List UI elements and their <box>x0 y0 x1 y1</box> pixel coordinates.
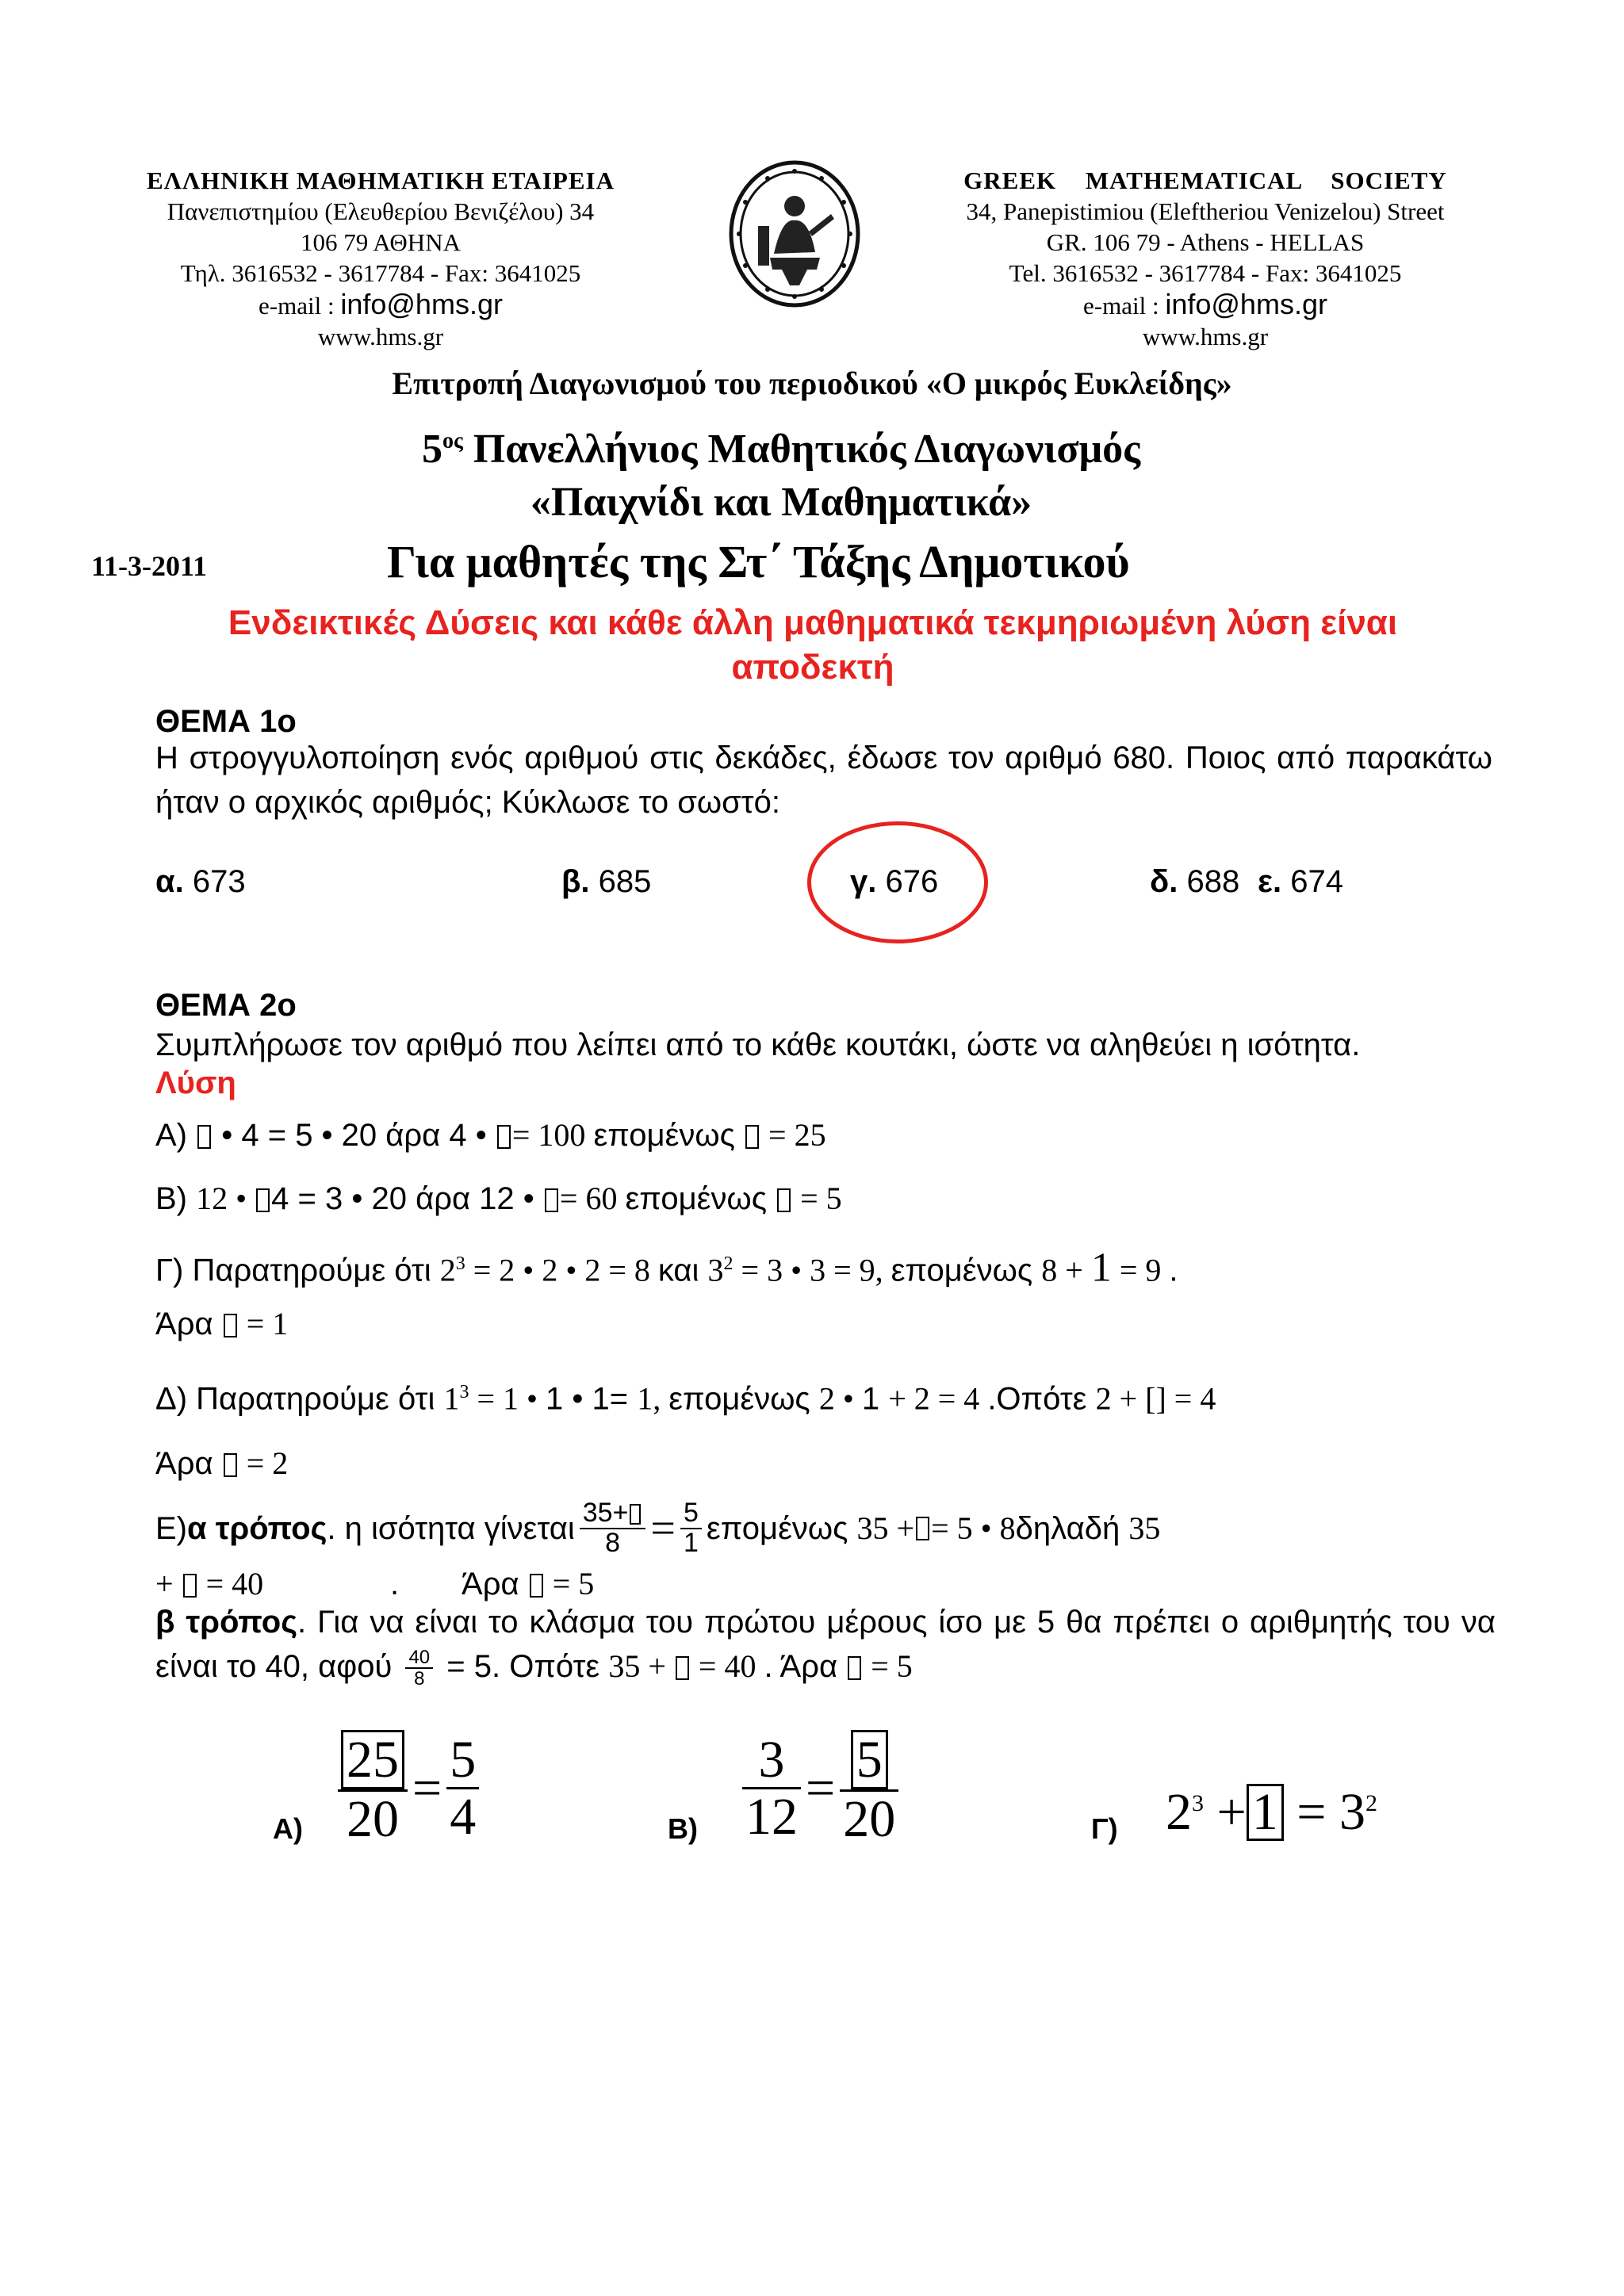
q2-title: ΘΕΜΑ 2ο <box>155 988 297 1023</box>
city-en: GR. 106 79 - Athens - HELLAS <box>1046 228 1365 256</box>
society-seal-icon <box>726 159 863 309</box>
email-link-gr[interactable]: info@hms.gr <box>340 288 503 320</box>
answer-g-label: Γ) <box>1091 1812 1118 1845</box>
address-gr: Πανεπιστημίου (Ελευθερίου Βενιζέλου) 34 <box>167 197 595 225</box>
q1-option-d[interactable]: δ. 688 <box>1150 864 1240 899</box>
phone-en: Tel. 3616532 - 3617784 - Fax: 3641025 <box>1009 259 1402 287</box>
web-link-gr[interactable]: www.hms.gr <box>317 323 444 350</box>
notice-text: Ενδεικτικές Δύσεις και κάθε άλλη μαθηματικά τεκμηριωμένη λύση είναι αποδεκτή <box>228 603 1398 687</box>
q1-option-b[interactable]: β. 685 <box>561 864 652 899</box>
answer-b-equation: $\frac{3}{12}$ = $\frac{5}{20}$ <box>737 1730 903 1847</box>
q2-text: Συμπλήρωσε τον αριθμό που λείπει από το κάθε κουτάκι, ώστε να αληθεύει η ισότητα. <box>155 1027 1361 1062</box>
solution-d: Δ) Παρατηρούμε ότι $1^3 = 1$ • 1 • 1= 1, επομένως 2 • 1 + 2 = 4 .Οπότε 2 + [] = 4 <box>155 1380 1216 1417</box>
solution-a: Α) • 4 = 5 • 20 άρα 4 • = 100 επομένως = 25 <box>155 1117 826 1153</box>
q1-option-e[interactable]: ε. 674 <box>1258 864 1343 899</box>
solution-b: Β) 12 • 4 = 3 • 20 άρα 12 • = 60 επομένως = 5 <box>155 1181 842 1216</box>
fraction-35-plus-box-over-8: $\frac{35+}{8}$ <box>580 1499 646 1557</box>
solution-g: Γ) Παρατηρούμε ότι $2^3 = 2$ • 2 • 2 = 8 και $3^2 = 3$ • 3 = 9, επομένως 8 + 1 = 9 . <box>155 1245 1178 1291</box>
email-link-en[interactable]: info@hms.gr <box>1165 288 1327 320</box>
solution-e-line2: + = 40 <box>155 1566 264 1601</box>
blank-box <box>630 1504 641 1525</box>
solution-e-result: Άρα = 5 <box>462 1566 595 1601</box>
blank-box <box>530 1574 543 1598</box>
fraction-5-over-1: $\frac{5}{1}$ <box>680 1499 702 1557</box>
blank-box <box>745 1125 759 1149</box>
blank-box <box>224 1314 237 1337</box>
blank-box <box>916 1517 929 1540</box>
blank-box <box>848 1656 861 1680</box>
fraction-40-over-8: $\frac{40}{8}$ <box>405 1647 433 1689</box>
correct-answer-circle <box>807 821 988 943</box>
email-line-gr: e-mail : info@hms.gr <box>259 288 503 320</box>
answer-b-label: B) <box>668 1812 698 1845</box>
org-name-en: GREEK MATHEMATICAL SOCIETY <box>963 166 1447 194</box>
blank-box <box>676 1656 689 1680</box>
blank-box <box>197 1125 211 1149</box>
org-name-gr: ΕΛΛΗΝΙΚΗ ΜΑΘΗΜΑΤΙΚΗ ΕΤΑΙΡΕΙΑ <box>147 166 615 194</box>
grade-title: Για μαθητές της Στ΄ Τάξης Δημοτικού <box>387 536 1130 587</box>
blank-box <box>224 1453 237 1477</box>
q1-option-a[interactable]: α. 673 <box>155 864 246 899</box>
solution-d-result: Άρα = 2 <box>155 1445 289 1481</box>
header-right <box>928 165 1483 352</box>
phone-gr: Τηλ. 3616532 - 3617784 - Fax: 3641025 <box>180 259 581 287</box>
contest-title: $5^{o\varsigma}$ Πανελλήνιος Μαθητικός Διαγωνισμός <box>421 427 1141 472</box>
header-left <box>119 165 642 352</box>
solution-e-way2: β τρόπος. Για να είναι το κλάσμα του πρώτου μέρους ίσο με 5 θα πρέπει ο αριθμητής του να είναι το 40, αφού $\frac{40}{8}$ = 5. Οπότε 35 + = 40 . Άρα = 5 <box>155 1605 1496 1690</box>
answer-a-equation: $\frac{25}{20}$ = $\frac{5}{4}$ <box>333 1730 484 1847</box>
answer-a-label: A) <box>273 1812 303 1845</box>
committee-title: Επιτροπή Διαγωνισμού του περιοδικού «Ο μικρός Ευκλείδης» <box>392 365 1232 401</box>
contest-date: 11-3-2011 <box>91 550 208 582</box>
q1-text: Η στρογγυλοποίηση ενός αριθμού στις δεκάδες, έδωσε τον αριθμό 680. Ποιος από παρακάτω ήταν ο αρχικός αριθμός; Κύκλωσε το σωστό: <box>155 740 1492 820</box>
city-gr: 106 79 ΑΘΗΝΑ <box>301 228 461 256</box>
contest-name: «Παιχνίδι και Μαθηματικά» <box>530 480 1032 525</box>
blank-box <box>545 1188 558 1212</box>
blank-box <box>777 1188 791 1212</box>
solution-g-result: Άρα = 1 <box>155 1306 289 1341</box>
address-en: 34, Panepistimiou (Eleftheriou Venizelou) Street <box>966 197 1445 225</box>
q1-title: ΘΕΜΑ 1ο <box>155 704 297 739</box>
solution-e-dot: . <box>390 1567 400 1601</box>
solution-label: Λύση <box>155 1066 236 1100</box>
answer-g-equation: $2^3 + 1 = 3^2$ <box>1166 1783 1377 1841</box>
solution-e: Ε) α τρόπος . η ισότητα γίνεται $\frac{35+}{8}$ = $\frac{5}{1}$ επομένως 35 + = 5 • 8 δηλαδή 35 <box>155 1498 1161 1558</box>
blank-box <box>497 1125 511 1149</box>
q1-option-c[interactable]: γ. 676 <box>850 864 939 899</box>
web-link-en[interactable]: www.hms.gr <box>1142 323 1269 350</box>
blank-box <box>183 1574 197 1598</box>
blank-box <box>256 1188 270 1212</box>
email-line-en: e-mail : info@hms.gr <box>1083 288 1327 320</box>
